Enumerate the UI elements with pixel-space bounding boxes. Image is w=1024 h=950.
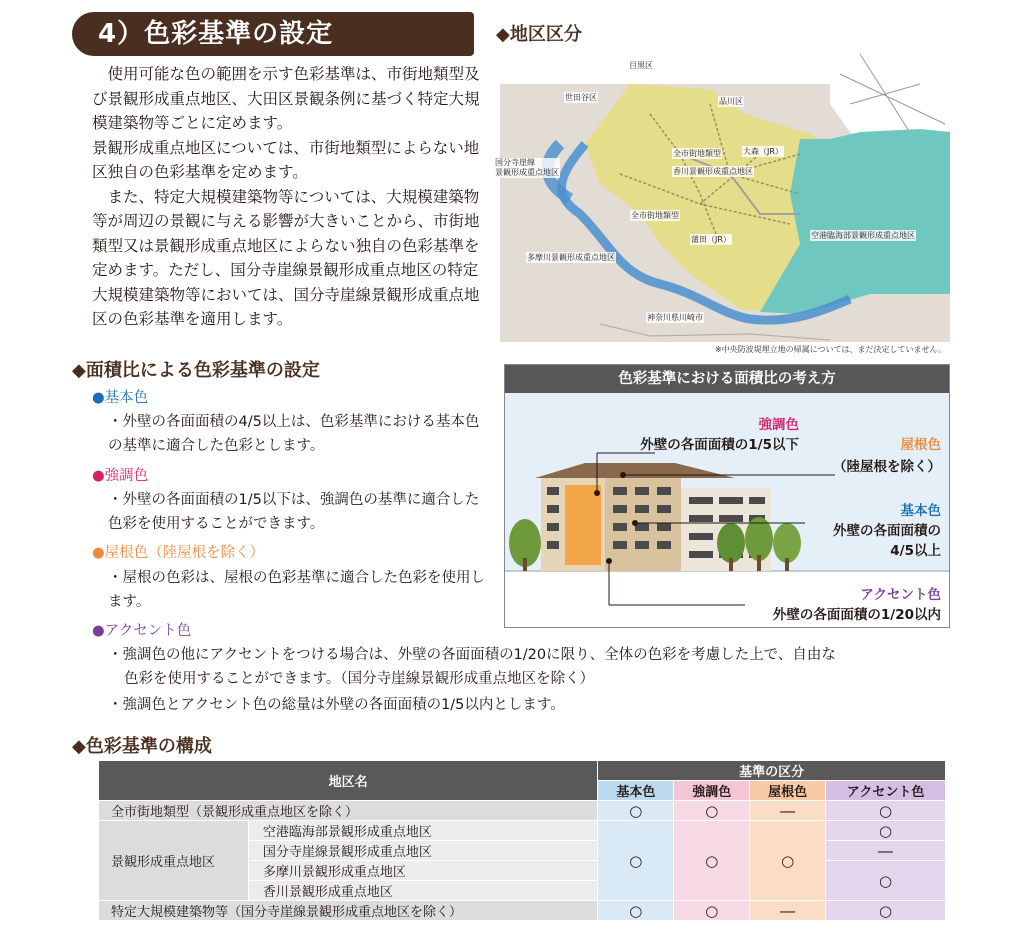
intro-paragraph-2: 景観形成重点地区については、市街地類型によらない地区独自の色彩基準を定めます。 xyxy=(92,138,480,181)
table-row xyxy=(99,901,946,921)
cell-mark: ○ xyxy=(674,821,750,901)
kihon-label: ●基本色 xyxy=(92,390,149,406)
cell-mark: ○ xyxy=(674,801,750,821)
district-map xyxy=(495,44,950,342)
map-label-meguro: 目黒区 xyxy=(629,61,653,70)
intro-paragraph-1: 使用可能な色の範囲を示す色彩基準は、市街地類型及び景観形成重点地区、大田区景観条例に基づく特定大規模建築物等ごとに定めます。 xyxy=(92,65,480,132)
kihon-text: ・外壁の各面面積の4/5以上は、色彩基準における基本色の基準に適合した色彩とします。 xyxy=(108,414,480,454)
accent-text-2: ・強調色とアクセント色の総量は外壁の各面面積の1/5以内とします。 xyxy=(108,697,565,713)
map-label-kokubunji: 国分寺崖線 景観形成重点地区 xyxy=(495,158,559,177)
diagram-kihon-title: 基本色 xyxy=(900,503,941,519)
header-group: 基準の区分 xyxy=(598,761,946,781)
map-label-shinagawa: 品川区 xyxy=(719,97,743,106)
row-tamagawa: 多摩川景観形成重点地区 xyxy=(248,861,598,881)
header-district: 地区名 xyxy=(99,761,598,801)
accent-text-1b: 色彩を使用することができます。（国分寺崖線景観形成重点地区を除く） xyxy=(124,671,595,687)
header-accent: アクセント色 xyxy=(826,781,946,801)
district-map-graphic xyxy=(500,44,950,342)
area-section-heading: ◆面積比による色彩基準の設定 xyxy=(72,360,320,381)
diagram-yane-title: 屋根色 xyxy=(900,437,941,453)
area-ratio-diagram xyxy=(504,364,950,628)
accent-text-1a: ・強調色の他にアクセントをつける場合は、外壁の各面面積の1/20に限り、全体の色彩を考慮した上で、自由な xyxy=(108,647,836,663)
kyocho-text: ・外壁の各面面積の1/5以下は、強調色の基準に適合した色彩を使用することができます。 xyxy=(108,492,480,532)
cell-mark: ○ xyxy=(826,801,946,821)
cell-mark: ○ xyxy=(598,901,674,921)
cell-mark: ○ xyxy=(826,861,946,901)
diagram-yane-desc: （陸屋根を除く） xyxy=(833,459,941,475)
row-kuko: 空港臨海部景観形成重点地区 xyxy=(248,821,598,841)
diagram-kihon-desc-2: 4/5以上 xyxy=(890,543,941,559)
cell-mark: ○ xyxy=(598,821,674,901)
kyocho-label: ●強調色 xyxy=(92,468,149,484)
row-kagawa: 香川景観形成重点地区 xyxy=(248,881,598,901)
map-label-tamagawa: 多摩川景観形成重点地区 xyxy=(527,253,615,262)
cell-mark: ― xyxy=(826,841,946,861)
row-keikan: 景観形成重点地区 xyxy=(99,821,249,901)
map-label-kawasaki: 神奈川県川崎市 xyxy=(647,313,703,322)
diagram-header: 色彩基準における面積比の考え方 xyxy=(505,365,949,393)
map-label-kuko: 空港臨海部景観形成重点地区 xyxy=(811,231,915,240)
table-section-heading: ◆色彩基準の構成 xyxy=(72,736,212,757)
map-label-shigaichi-2: 全市街地類型 xyxy=(631,211,679,220)
yane-text: ・屋根の色彩は、屋根の色彩基準に適合した色彩を使用します。 xyxy=(108,570,485,610)
intro-paragraph-3: また、特定大規模建築物等については、大規模建築物等が周辺の景観に与える影響が大きいことから、市街地類型又は景観形成重点地区によらない独自の色彩基準を定めます。ただし、国分寺崖線景観形成重点地区の特定大規模建築物等においては、国分寺崖線景観形成重点地区の色彩基準を適用します。 xyxy=(92,187,480,328)
color-standard-table xyxy=(98,760,946,921)
cell-mark: ○ xyxy=(674,901,750,921)
page-title: 4）色彩基準の設定 xyxy=(72,12,474,56)
cell-mark: ― xyxy=(750,901,826,921)
accent-label: ●アクセント色 xyxy=(92,623,192,639)
cell-mark: ○ xyxy=(826,821,946,841)
cell-mark: ○ xyxy=(826,901,946,921)
diagram-kyocho-title: 強調色 xyxy=(758,417,799,433)
map-label-kagawa: 香川景観形成重点地区 xyxy=(673,167,753,176)
cell-mark: ○ xyxy=(598,801,674,821)
cell-mark: ― xyxy=(750,801,826,821)
table-row xyxy=(99,821,946,841)
header-kyocho: 強調色 xyxy=(674,781,750,801)
diagram-kihon-desc-1: 外壁の各面面積の xyxy=(833,523,941,539)
map-label-omori: 大森（JR） xyxy=(743,147,783,156)
header-yane: 屋根色 xyxy=(750,781,826,801)
map-note: ※中央防波堤埋立地の帰属については、まだ決定していません。 xyxy=(714,345,946,354)
diagram-accent-title: アクセント色 xyxy=(860,587,941,603)
header-kihon: 基本色 xyxy=(598,781,674,801)
diagram-kyocho-desc: 外壁の各面面積の1/5以下 xyxy=(640,437,799,453)
row-all-city: 全市街地類型（景観形成重点地区を除く） xyxy=(99,801,598,821)
row-tokutei: 特定大規模建築物等（国分寺崖線景観形成重点地区を除く） xyxy=(99,901,598,921)
diagram-accent-desc: 外壁の各面面積の1/20以内 xyxy=(772,607,941,623)
map-label-kamata: 蒲田（JR） xyxy=(691,235,731,244)
map-label-setagaya: 世田谷区 xyxy=(565,93,597,102)
table-row xyxy=(99,801,946,821)
map-heading: ◆地区区分 xyxy=(496,24,582,45)
cell-mark: ○ xyxy=(750,821,826,901)
map-label-shigaichi-1: 全市街地類型 xyxy=(673,149,721,158)
intro-text xyxy=(92,62,486,332)
row-kokubunji: 国分寺崖線景観形成重点地区 xyxy=(248,841,598,861)
yane-label: ●屋根色（陸屋根を除く） xyxy=(92,545,265,561)
